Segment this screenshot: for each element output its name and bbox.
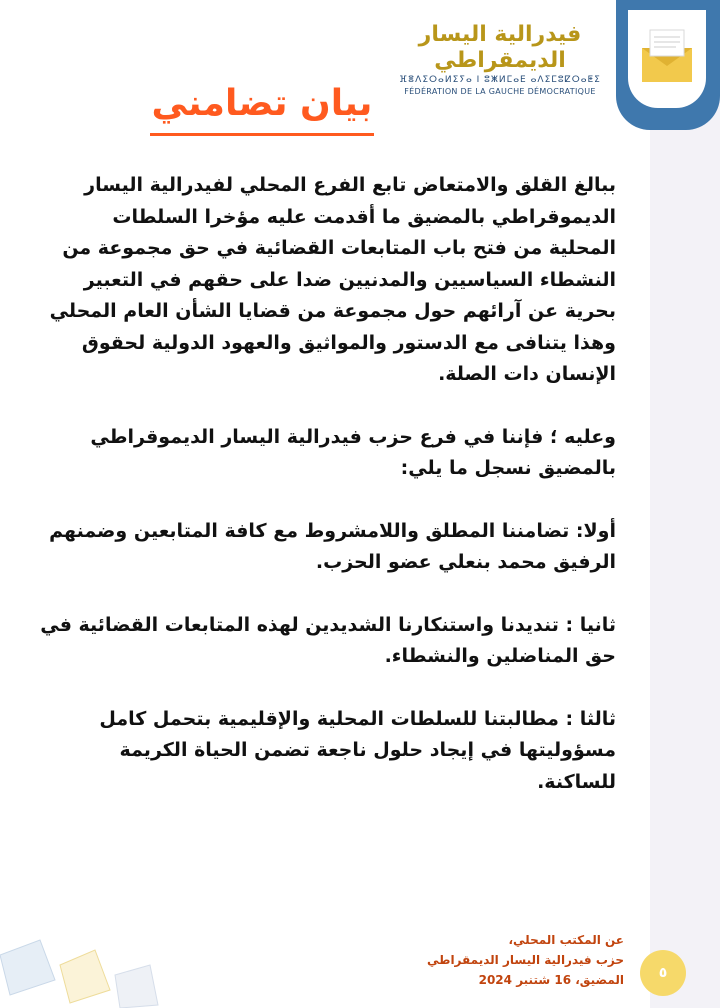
logo-text xyxy=(390,22,610,97)
logo-french: FÉDÉRATION DE LA GAUCHE DÉMOCRATIQUE xyxy=(404,87,596,96)
point-second: ثانيا : تنديدنا واستنكارنا الشديدين لهذه المتابعات القضائية في حق المناضلين والنشطاء. xyxy=(40,613,616,667)
point-third: ثالثا : مطالبتنا للسلطات المحلية والإقليمية بتحمل كامل مسؤوليتها في إيجاد حلول ناجعة تضمن الحياة الكريمة للساكنة. xyxy=(99,707,616,793)
title-underline xyxy=(150,133,374,136)
page-title: بيان تضامني xyxy=(151,83,373,124)
side-strip xyxy=(650,0,720,1008)
signature-office: عن المكتب المحلي، xyxy=(508,933,624,947)
statement-body xyxy=(40,170,616,829)
signature-block xyxy=(384,930,624,990)
corner-decoration xyxy=(0,935,160,1008)
page-number: ٥ xyxy=(658,965,668,981)
logo-emblem xyxy=(616,0,720,130)
signature-place-date: المضيق، 16 شتنبر 2024 xyxy=(478,973,624,987)
point-first: أولا: تضامننا المطلق واللامشروط مع كافة المتابعين وضمنهم الرفيق محمد بنعلي عضو الحزب. xyxy=(49,519,616,573)
intro-paragraph: ببالغ القلق والامتعاض تابع الفرع المحلي لفيدرالية اليسار الديموقراطي بالمضيق ما أقدمت عليه مؤخرا السلطات المحلية من فتح باب المتابعات القضائية في حق مجموعة من النشطاء السياسيين والمدنيين ضدا على حقهم في التعبير بحرية عن آرائهم حول مجموعة من قضايا الشأن العام المحلي وهذا يتنافى مع الدستور والمواثيق والعهود الدولية لحقوق الإنسان دات الصلة. xyxy=(49,174,616,385)
signature-party: حزب فيدرالية اليسار الديمقراطي xyxy=(427,953,624,967)
page-number-badge xyxy=(640,950,686,996)
envelope-icon xyxy=(628,10,706,108)
declaration-paragraph: وعليه ؛ فإننا في فرع حزب فيدرالية اليسار الديموقراطي بالمضيق نسجل ما يلي: xyxy=(90,425,616,479)
logo-amazigh: ⴼⴻⴷⵉⵔⴰⵍⵉⵢⴰ ⵏ ⵓⵥⵍⵎⴰⴹ ⴰⴷⵉⵎⵓⵇⵔⴰⵟⵉ xyxy=(399,75,601,85)
logo-arabic: فيدرالية اليسار الديمقراطي xyxy=(418,22,582,73)
logo-emblem-inner xyxy=(628,10,706,108)
